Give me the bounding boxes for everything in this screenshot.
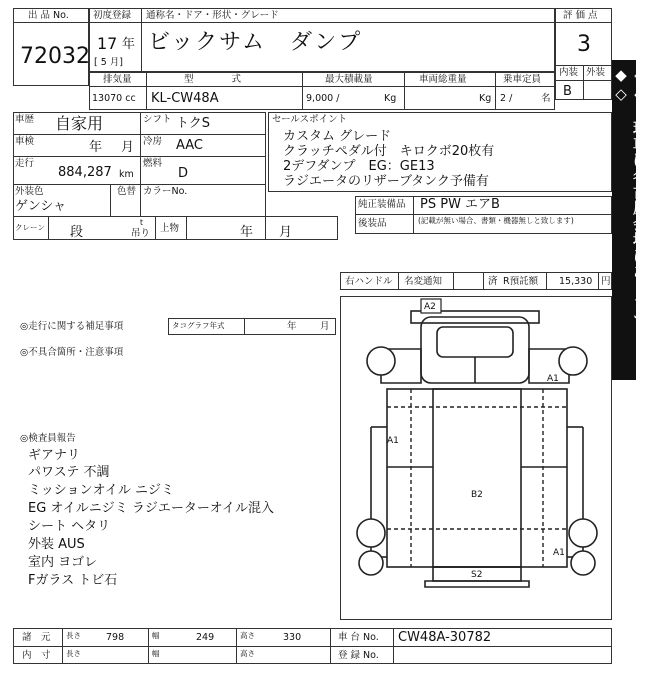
inner-height-label: 高さ bbox=[240, 649, 255, 658]
crane-label: クレーン bbox=[15, 223, 45, 232]
model-name-label: 通称名・ドア・形状・グレード bbox=[146, 10, 279, 21]
color-label: 外装色 bbox=[15, 186, 44, 197]
inspector-line: ギアナリ bbox=[28, 448, 81, 463]
gross-weight-label: 車両総重量 bbox=[419, 74, 467, 85]
inspector-line: Fガラス トビ石 bbox=[28, 573, 118, 588]
inspection-month: 月 bbox=[121, 140, 135, 155]
dimensions-label: 諸 元 bbox=[22, 632, 51, 643]
inspection-year: 年 bbox=[89, 140, 103, 155]
damage-mark: A1 bbox=[547, 374, 559, 384]
registration-year-unit: 年 bbox=[122, 37, 136, 52]
crane-ton: t bbox=[140, 218, 143, 227]
max-load-label: 最大積載量 bbox=[325, 74, 373, 85]
inspector-line: パワステ 不調 bbox=[28, 465, 110, 480]
chassis-label: 車 台 No. bbox=[338, 632, 379, 643]
capacity-label: 乗車定員 bbox=[503, 74, 542, 85]
inner-dimensions-label: 内 寸 bbox=[22, 650, 51, 661]
crane-tier: 段 bbox=[70, 225, 84, 240]
color-number-label: カラーNo. bbox=[143, 186, 188, 197]
upper-label: 上物 bbox=[160, 223, 180, 234]
aftermarket-note: (記載が無い場合、書類・機器無しと致します) bbox=[418, 216, 574, 225]
damage-marks bbox=[387, 302, 565, 580]
damage-mark: A1 bbox=[387, 436, 399, 446]
width-value: 249 bbox=[196, 632, 215, 643]
tachograph-label: タコグラフ年式 bbox=[172, 321, 225, 330]
length-value: 798 bbox=[106, 632, 125, 643]
capacity-unit: 名 bbox=[541, 93, 551, 104]
sales-point-line: クラッチペダル付 キロクボ20枚有 bbox=[283, 144, 495, 159]
aftermarket-label: 後装品 bbox=[358, 218, 387, 229]
rhd-label: 右ハンドル bbox=[345, 276, 393, 287]
sales-point-line: カスタム グレード bbox=[283, 129, 392, 144]
shift-label: シフト bbox=[143, 114, 172, 125]
damage-mark: S2 bbox=[471, 570, 483, 580]
inner-length-label: 長さ bbox=[66, 649, 81, 658]
capacity: 2 / bbox=[500, 93, 513, 104]
lot-number: 72032 bbox=[20, 44, 90, 69]
inspector-line: シート ヘタリ bbox=[28, 519, 111, 534]
name-change-label: 名変通知 bbox=[404, 276, 443, 287]
model-code-label: 型 式 bbox=[184, 74, 242, 85]
inspection-label: 車検 bbox=[15, 136, 35, 147]
recycle-amount: 15,330 bbox=[559, 276, 593, 287]
score-label: 評 価 点 bbox=[563, 10, 598, 21]
inspector-report-label: ◎検査員報告 bbox=[20, 433, 76, 444]
length-label: 長さ bbox=[66, 631, 81, 640]
aircon-label: 冷房 bbox=[143, 136, 163, 147]
damage-mark: A1 bbox=[553, 548, 565, 558]
fuel-label: 燃料 bbox=[143, 158, 163, 169]
fuel: D bbox=[178, 166, 189, 181]
interior-score: B bbox=[563, 84, 572, 99]
height-value: 330 bbox=[283, 632, 302, 643]
tachograph-year: 年 bbox=[287, 321, 297, 332]
inspector-line: 室内 ヨゴレ bbox=[28, 555, 98, 570]
color-change-label: 色替 bbox=[117, 186, 137, 197]
height-label: 高さ bbox=[240, 631, 255, 640]
crane-lift: 吊り bbox=[131, 228, 151, 239]
aircon: AAC bbox=[176, 138, 203, 153]
gross-weight-unit: Kg bbox=[479, 93, 492, 104]
registration-number-label: 登 録 No. bbox=[338, 650, 379, 661]
truck-outline-icon bbox=[341, 297, 613, 621]
recycle-prefix: 済 bbox=[488, 276, 498, 287]
standard-equipment: PS PW エアB bbox=[420, 197, 500, 212]
upper-year: 年 bbox=[240, 225, 254, 240]
registration-month: [ 5 月] bbox=[94, 57, 123, 68]
inspector-line: 外装 AUS bbox=[28, 537, 85, 552]
mileage-unit: km bbox=[119, 169, 134, 180]
sales-point-line: 2デフダンプ EG：GE13 bbox=[283, 159, 435, 174]
sales-points-label: セールスポイント bbox=[272, 114, 348, 125]
location-banner-text: ◇◆ 現車は名古屋会場にあります ◆◇ bbox=[612, 66, 649, 344]
max-load: 9,000 / bbox=[306, 93, 340, 104]
model-name: ビックサム ダンプ bbox=[148, 30, 363, 55]
max-load-unit: Kg bbox=[384, 93, 397, 104]
location-banner bbox=[612, 60, 649, 380]
lot-number-label: 出 品 No. bbox=[28, 10, 69, 21]
inner-width-label: 幅 bbox=[152, 649, 160, 658]
width-label: 幅 bbox=[152, 631, 160, 640]
upper-month: 月 bbox=[279, 225, 293, 240]
color: ゲンシャ bbox=[15, 199, 67, 214]
exterior-score-label: 外装 bbox=[586, 67, 606, 78]
inspector-line: ミッションオイル ニジミ bbox=[28, 483, 174, 498]
interior-score-label: 内装 bbox=[559, 67, 579, 78]
driving-notes-label: ◎走行に関する補足事項 bbox=[20, 321, 124, 332]
mileage-label: 走行 bbox=[15, 158, 35, 169]
displacement-label: 排気量 bbox=[103, 74, 132, 85]
displacement: 13070 cc bbox=[92, 93, 136, 104]
recycle-label: R預託額 bbox=[503, 276, 539, 287]
score-value: 3 bbox=[577, 32, 591, 57]
recycle-unit: 円 bbox=[601, 276, 611, 287]
history-label: 車歴 bbox=[15, 114, 35, 125]
first-registration-label: 初度登録 bbox=[93, 10, 132, 21]
model-code: KL-CW48A bbox=[151, 91, 219, 106]
shift: トクS bbox=[176, 116, 210, 131]
history: 自家用 bbox=[55, 114, 104, 133]
chassis-number: CW48A-30782 bbox=[398, 630, 492, 645]
sales-point-line: ラジエータのリザーブタンク予備有 bbox=[283, 174, 489, 189]
defects-label: ◎不具合箇所・注意事項 bbox=[20, 347, 124, 358]
inspector-line: EG オイルニジミ ラジエーターオイル混入 bbox=[28, 501, 274, 516]
damage-mark: B2 bbox=[471, 490, 483, 500]
tachograph-month: 月 bbox=[320, 321, 330, 332]
mileage: 884,287 bbox=[58, 165, 112, 180]
vehicle-diagram bbox=[340, 296, 612, 620]
standard-equipment-label: 純正装備品 bbox=[358, 199, 406, 210]
damage-mark: A2 bbox=[424, 302, 436, 312]
registration-year: 17 bbox=[97, 34, 118, 53]
